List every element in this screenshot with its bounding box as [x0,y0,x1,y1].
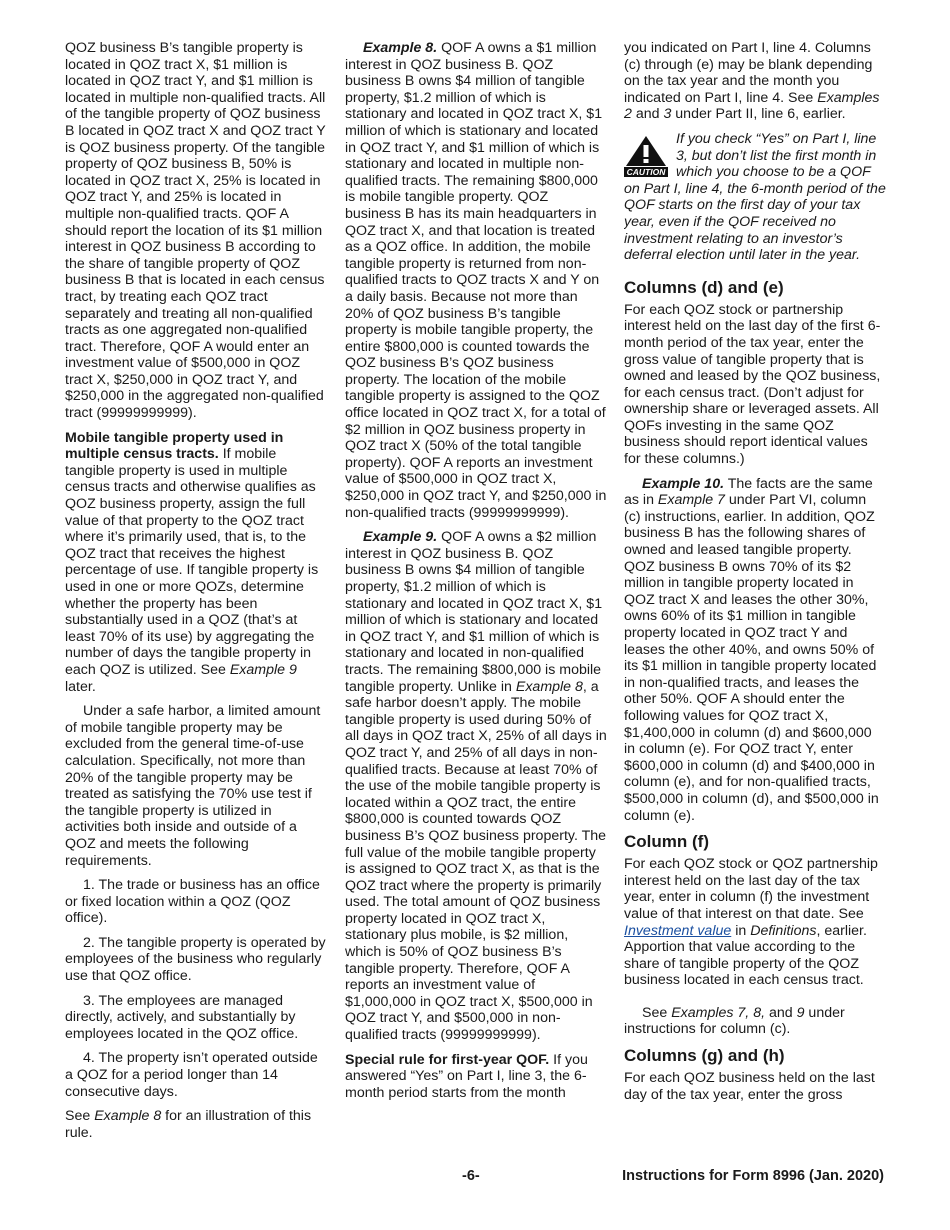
example-10 [624,476,886,824]
page-number: -6- [462,1168,480,1184]
paragraph [345,1052,607,1102]
text: , a safe harbor doesn’t apply. The mobile tangible property is used during 50% of all days in QOZ tract X, 25% of all days in QOZ tract Y, and 25% of all days in non-qualified tracts. Because at least 70% of the use of the mobile tangible property is located within a QOZ tract, the entire $800,000 is counted towards QOZ business B’s QOZ business property. The full value of the mobile tangible property is assigned to QOZ tract X, as that is the QOZ tract where the property is primarily used. The total amount of QOZ business property located in QOZ tract X, stationary plus mobile, is $2 million, which is 50% of QOZ business B’s tangible property. Therefore, QOF A reports an investment value of $1,000,000 in QOZ tract X, $500,000 in QOZ tract Y, and $500,000 in non-qualified tracts (99999999999). [345,678,607,1044]
text: and [765,1004,797,1021]
column-left [65,40,327,1149]
text: If you answered “Yes” on Part I, line 3, the 6-month period starts from the month [345,1051,588,1101]
column-middle [345,40,607,1109]
text: under Part II, line 6, earlier. [671,106,846,123]
section-heading: Column (f) [624,832,709,852]
example-reference: 3 [663,106,672,123]
section-heading: Columns (g) and (h) [624,1046,785,1066]
paragraph: For each QOZ business held on the last day of the tax year, enter the gross [624,1070,875,1103]
caution-label: CAUTION [626,166,666,177]
caution-text: If you check “Yes” on Part I, line 3, but don’t list the first month in which you choose to be a QOF on Part I, line 4, the 6-month period of the QOF starts on the first day of your tax year, even if the QOF received no investment relating to an investor’s deferral election until later in the year. [624,130,886,264]
list-item: 4. The property isn’t operated outside a QOZ for a period longer than 14 consecutive days. [65,1050,318,1100]
paragraph [65,430,327,696]
list-item: 2. The tangible property is operated by employees of the business who regularly use that QOZ office. [65,934,326,985]
text: , earlier. Apportion that value according to the share of tangible property of the QOZ business located in each census tract. [624,922,867,989]
paragraph [624,40,886,123]
example-reference: Examples 7, 8, [671,1004,766,1021]
text: in [731,922,751,939]
paragraph: For each QOZ stock or partnership interest held on the last day of the first 6-month period of the tax year, enter the gross value of tangible property that is owned and leased by the QOZ business, for each census tract. (Don’t adjust for ownership share or leveraged assets. All QOFs investing in the same QOZ business should report identical values for these columns.) [624,301,881,468]
run-in-heading: Mobile tangible property used in multiple census tracts. [65,429,284,463]
paragraph: QOZ business B’s tangible property is located in QOZ tract X, $1 million is located in QOZ tract Y, and $1 million is located in multiple non-qualified tracts. All of the tangible property of QOZ business B located in QOZ tract X and QOZ tract Y is QOZ business property. Of the tangible property of QOZ business B, 50% is located in QOZ tract X, 25% is located in QOZ tract Y, and 25% is located in multiple non-qualified tracts. QOF A should report the location of its $1 million interest in QOZ business B according to the share of tangible property of QOZ business B that is located in each census tract, by treating each QOZ tract separately and treating all non-qualified tracts as one aggregated non-qualified tract. Therefore, QOF A would enter an investment value of $500,000 in QOZ tract X, $250,000 in QOZ tract Y, and $250,000 in the aggregated non-qualified tract (99999999999). [65,40,326,422]
list-item: 1. The trade or business has an office or fixed location within a QOZ (QOZ office). [65,877,320,927]
text: you indicated on Part I, line 4. Columns (c) through (e) may be blank depending on the tax year and the month you indicated on Part I, line 4. See [624,40,873,106]
investment-value-link[interactable]: Investment value [624,922,732,939]
example-reference: Example 9 [229,661,297,678]
section-heading: Columns (d) and (e) [624,277,784,297]
paragraph [624,1005,886,1038]
list-item: 3. The employees are managed directly, actively, and substantially by employees located in the QOZ office. [65,992,299,1042]
definitions-reference: Definitions [750,922,817,939]
example-9 [345,529,607,1043]
form-title-footer: Instructions for Form 8996 (Jan. 2020) [622,1168,884,1184]
column-right [624,40,886,1111]
example-reference: Examples 2 [624,89,880,123]
caution-icon [624,134,668,178]
paragraph [624,856,886,989]
example-reference: 9 [796,1004,805,1021]
example-reference: Example 7 [657,492,725,509]
example-label: Example 8. [363,40,438,56]
text: The facts are the same as in [624,475,873,509]
text: If mobile tangible property is used in multiple census tracts and otherwise qualifies as QOZ business property, assign the full value of that property to the QOZ tract where it’s primarily used, that is, to the QOZ tract that receives the highest percentage of use. If tangible property is used in one or more QOZs, determine whether the property has been substantially used in a QOZ (that’s at least 70% of its use) by aggregating the number of days the tangible property in each QOZ is utilized. See [65,446,319,678]
run-in-heading: Special rule for first-year QOF. [345,1051,550,1068]
text: and [631,106,664,123]
text: later. [65,678,96,695]
text: under instructions for column (c). [624,1004,845,1038]
example-label: Example 9. [363,529,438,546]
example-reference: Example 8 [515,678,583,695]
text: for an illustration of this rule. [65,1108,312,1141]
text: QOF A owns a $1 million interest in QOZ business B. QOZ business B owns $4 million of tangible property, $1.2 million of which is stationary and located in QOZ tract X, $1 million of which is stationary and located in QOZ tract Y, and $1 million of which is stationary and located in multiple non-qualified tracts. The remaining $800,000 is mobile tangible property. QOZ business B has its main headquarters in QOZ tract X, and that location is treated as a QOZ office. In addition, the mobile tangible property is returned from non-qualified tracts to QOZ tracts X and Y on a daily basis. Because not more than 20% of QOZ business B’s tangible property is mobile tangible property, the entire $800,000 is counted towards the QOZ business B’s QOZ business property. The location of the mobile tangible property is assigned to the QOZ office located in QOZ tract X, for a total of $2 million in QOZ business property in QOZ tract X (50% of the total tangible property). QOF A reports an investment value of $500,000 in QOZ tract X, $250,000 in QOZ tract Y, and $250,000 in non-qualified tracts (99999999999). [345,40,607,521]
text: See [65,1108,95,1125]
text: For each QOZ stock or QOZ partnership interest held on the last day of the tax year, enter in column (f) the investment value of that interest on that date. See [624,856,878,922]
paragraph [65,1108,327,1141]
example-reference: Example 8 [94,1108,162,1125]
text: See [642,1004,672,1021]
paragraph: Under a safe harbor, a limited amount of mobile tangible property may be excluded from the general time-of-use calculation. Specifically, not more than 20% of the tangible property may be treated as satisfying the 70% use test if the tangible property is utilized in activities both inside and outside of a QOZ and meets the following requirements. [65,703,321,869]
text: under Part VI, column (c) instructions, earlier. In addition, QOZ business B has the following shares of owned and leased tangible property. QOZ business B owns 70% of its $2 million in tangible property located in QOZ tract X and leases the other 30%, owns 60% of its $1 million in tangible property located in QOZ tract Y and leases the other 40%, and owns 50% of its $1 million in tangible property located in non-qualified tracts, and leases the other 50%. QOF A should enter the following values for QOZ tract X, $1,400,000 in column (d) and $600,000 in column (e). For QOZ tract Y, enter $600,000 in column (d) and $400,000 in column (e), and for non-qualified tracts, $500,000 in column (d), and $500,000 in column (e). [624,492,879,824]
text: QOF A owns a $2 million interest in QOZ business B. QOZ business B owns $4 million of tangible property, $1.2 million of which is stationary and located in QOZ tract X, $1 million of which is stationary and located in QOZ tract Y, and $1 million of which is stationary and located in non-qualified tracts. The remaining $800,000 is mobile tangible property. Unlike in [345,529,603,695]
example-8 [345,40,607,521]
example-label: Example 10. [642,475,725,492]
caution-note [624,131,886,264]
